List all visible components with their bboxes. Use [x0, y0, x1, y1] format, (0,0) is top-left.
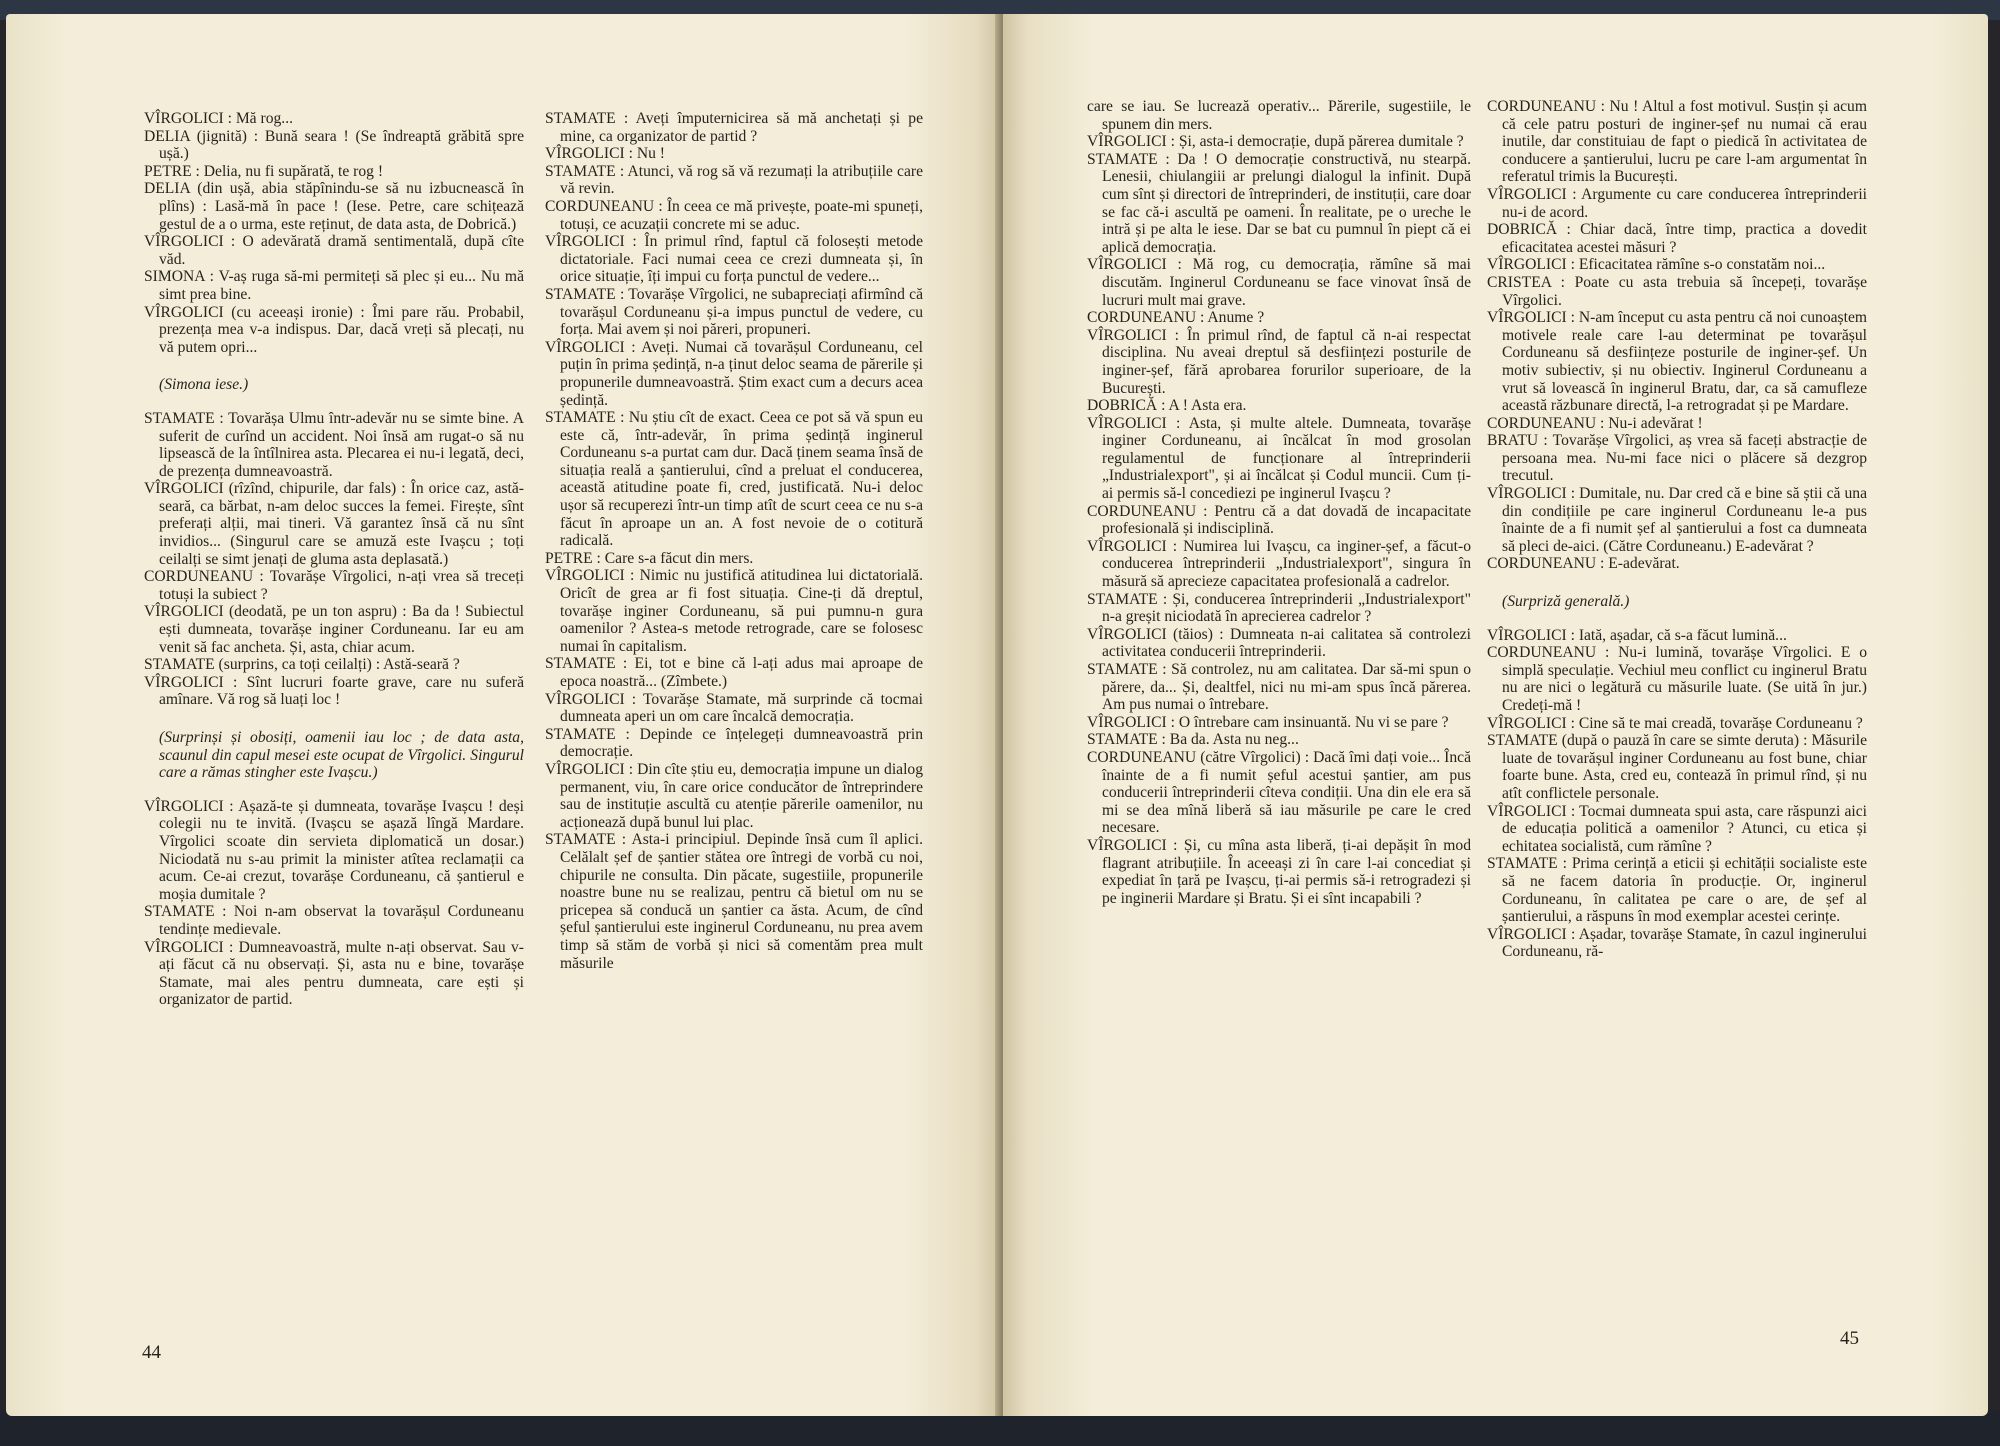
dialogue-paragraph: VÎRGOLICI : Mă rog... — [144, 110, 293, 127]
dialogue-paragraph: CORDUNEANU : Anume ? — [1087, 309, 1265, 327]
dialogue-paragraph: VÎRGOLICI : Sînt lucruri foarte grave, care nu suferă amînare. Vă rog să luați loc ! — [144, 673, 524, 709]
dialogue-paragraph: VÎRGOLICI (deodată, pe un ton aspru) : Ba da ! Subiectul ești dumneata, tovarășe inginer Corduneanu. Iar eu am venit să fac ancheta. Și, asta, chiar acum. — [144, 603, 524, 656]
dialogue-paragraph: STAMATE : Atunci, vă rog să vă rezumați la atribuțiile care vă revin. — [545, 162, 923, 198]
dialogue-paragraph: STAMATE : Nu știu cît de exact. Ceea ce pot să vă spun eu este că, într-adevăr, în prima ședință inginerul Corduneanu s-a purtat cam dur. Dacă ținem seama însă de situația reală a șantierului, cînd a preluat el conducerea, această atitudine poate fi, cred, justificată. Nu-i deloc ușor să recuperezi într-un timp atît de scurt ceea ce nu s-a făcut în aproape un an. A fost nevoie de o cotitură radicală. — [545, 409, 923, 550]
dialogue-paragraph: STAMATE : Ba da. Asta nu neg... — [1087, 731, 1299, 749]
dialogue-paragraph: VÎRGOLICI : Cine să te mai creadă, tovarășe Corduneanu ? — [1487, 714, 1863, 732]
dialogue-paragraph: VÎRGOLICI (tăios) : Dumneata n-ai calitatea să controlezi activitatea conducerii întreprinderii. — [1087, 625, 1471, 661]
dialogue-paragraph: CRISTEA : Poate cu asta trebuia să începeți, tovarășe Vîrgolici. — [1487, 273, 1867, 309]
dialogue-paragraph: STAMATE : Tovarășe Vîrgolici, ne subapreciați afirmînd că tovarășul Corduneanu și-a impus punctul de vedere, cu forța. Mai avem și noi păreri, propuneri. — [545, 285, 923, 339]
dialogue-paragraph: CORDUNEANU : Tovarășe Vîrgolici, n-ați vrea să treceți totuși la subiect ? — [144, 568, 524, 603]
dialogue-paragraph: STAMATE : Noi n-am observat la tovarășul Corduneanu tendințe medievale. — [144, 903, 524, 938]
right-column-1 — [1087, 98, 1471, 907]
dialogue-paragraph: VÎRGOLICI : Argumente cu care conducerea întreprinderii nu-i de acord. — [1487, 185, 1867, 221]
stage-direction: (Surprinși și obosiți, oamenii iau loc ; de data asta, scaunul din capul mesei este ocupat de Vîrgolici. Singurul care a rămas stingher este Ivașcu.) — [159, 729, 524, 782]
dialogue-paragraph: VÎRGOLICI (cu aceeași ironie) : Îmi pare rău. Probabil, prezența mea v-a indispus. Dar, dacă vreți să plecați, nu vă putem opri... — [144, 303, 524, 356]
stage-direction: (Simona iese.) — [159, 376, 249, 394]
dialogue-paragraph: VÎRGOLICI : Mă rog, cu democrația, rămîne să mai discutăm. Inginerul Corduneanu se face vinovat însă de lucruri mult mai grave. — [1087, 256, 1471, 309]
dialogue-paragraph: DELIA (din ușă, abia stăpînindu-se să nu izbucnească în plîns) : Lasă-mă în pace ! (Iese. Petre, care schițează gestul de a o urma, este reținut, de data asta, de Dobrică.) — [144, 180, 524, 233]
dialogue-paragraph: CORDUNEANU : Nu-i lumină, tovarășe Vîrgolici. E o simplă speculație. Vechiul meu conflict cu inginerul Bratu nu are nici o legătură cu măsurile luate. (Se uită în jur.) Credeți-mă ! — [1487, 644, 1867, 714]
dialogue-paragraph: STAMATE : Depinde ce înțelegeți dumneavoastră prin democrație. — [545, 725, 923, 761]
left-column-2 — [545, 110, 923, 972]
dialogue-paragraph: VÎRGOLICI : N-am început cu asta pentru că noi cunoaștem motivele reale care l-au determinat pe tovarășul Corduneanu să desființeze posturile de inginer-șef. Un motiv subiectiv, și nu obiectiv. Inginerul Corduneanu a vrut să lovească în inginerul Bratu, dar, ca să camufleze această răzbunare directă, l-a retrogradat și pe Mardare. — [1487, 309, 1867, 415]
dialogue-paragraph: VÎRGOLICI : Și, cu mîna asta liberă, ți-ai depășit în mod flagrant atribuțiile. În aceeași zi în care l-ai concediat și expediat în țară pe Ivașcu, ți-ai permis să-i retrogradezi și pe inginerii Mardare și Bratu. Și ei sînt incapabili ? — [1087, 836, 1471, 907]
dialogue-paragraph: VÎRGOLICI : Din cîte știu eu, democrația impune un dialog permanent, viu, în care orice conducător de întreprindere sau de instituție ascultă cu atenție părerile oamenilor, nu acționează după bunul lui plac. — [545, 760, 923, 831]
dialogue-paragraph: CORDUNEANU : E-adevărat. — [1487, 555, 1680, 573]
dialogue-paragraph: STAMATE (surprins, ca toți ceilalți) : Astă-seară ? — [144, 656, 460, 674]
dialogue-paragraph: VÎRGOLICI : Iată, așadar, că s-a făcut lumină... — [1487, 626, 1787, 644]
dialogue-paragraph: STAMATE : Prima cerință a eticii și echității socialiste este să ne facem datoria în producție. Or, inginerul Corduneanu, în calitatea pe care o are, de șef al șantierului, a răspuns în mod exemplar acestei cerințe. — [1487, 855, 1867, 926]
dialogue-paragraph: VÎRGOLICI : Nimic nu justifică atitudinea lui dictatorială. Oricît de grea ar fi fost situația. Cine-ți dă dreptul, tovarășe inginer Corduneanu, să pui pumnu-n gura oamenilor ? Astea-s metode retrograde, care se folosesc numai în capitalism. — [545, 567, 923, 655]
dialogue-paragraph: SIMONA : V-aș ruga să-mi permiteți să plec și eu... Nu mă simt prea bine. — [144, 268, 524, 303]
dialogue-paragraph: VÎRGOLICI (rîzînd, chipurile, dar fals) : În orice caz, astă-seară, ca bărbat, n-am deloc succes la femei. Firește, sînt preferați alții, mai tineri. Vă garantez însă că nu sînt invidios... (Singurul care se amuză este Ivașcu ; toți ceilalți se simt jenați de gluma asta deplasată.) — [144, 480, 524, 568]
dialogue-paragraph: STAMATE : Tovarășa Ulmu într-adevăr nu se simte bine. A suferit de curînd un accident. Noi însă am rugat-o să nu lipsească de la întîlnirea asta. Plecarea ei nu-i legată, deci, de prezența dumneavoastră. — [144, 409, 524, 480]
dialogue-paragraph: PETRE : Care s-a făcut din mers. — [545, 549, 754, 567]
dialogue-paragraph: CORDUNEANU : Nu ! Altul a fost motivul. Susțin și acum că cele patru posturi de inginer-șef nu numai că erau inutile, dar constituiau de fapt o piedică în activitatea de conducere a șantierului, lucru pe care l-am argumentat în referatul trimis la București. — [1487, 98, 1867, 186]
dialogue-paragraph: VÎRGOLICI : O întrebare cam insinuantă. Nu vi se pare ? — [1087, 713, 1449, 731]
dialogue-paragraph: STAMATE : Și, conducerea întreprinderii „Industrialexport" n-a greșit niciodată în aprecierea cadrelor ? — [1087, 590, 1471, 626]
page-number-right: 45 — [1840, 1328, 1859, 1349]
dialogue-paragraph: VÎRGOLICI : În primul rînd, de faptul că n-ai respectat disciplina. Nu aveai dreptul să desființezi posturile de inginer-șef, fără aprobarea forurilor superioare, de la București. — [1087, 326, 1471, 397]
stage-direction: (Surpriză generală.) — [1502, 593, 1630, 611]
dialogue-paragraph: BRATU : Tovarășe Vîrgolici, aș vrea să faceți abstracție de persoana mea. Nu-mi face nici o plăcere să dezgrop trecutul. — [1487, 432, 1867, 485]
dialogue-paragraph: STAMATE : Ei, tot e bine că l-ați adus mai aproape de epoca noastră... (Zîmbete.) — [545, 655, 923, 690]
dialogue-paragraph: CORDUNEANU : În ceea ce mă privește, poate-mi spuneți, totuși, ce acuzații concrete mi se aduc. — [545, 197, 923, 233]
dialogue-paragraph: STAMATE : Aveți împuternicirea să mă anchetați și pe mine, ca organizator de partid ? — [545, 110, 923, 145]
dialogue-paragraph: VÎRGOLICI : Tovarășe Stamate, mă surprinde că tocmai dumneata aperi un om care încalcă democrația. — [545, 690, 923, 726]
left-column-1 — [144, 110, 524, 1009]
dialogue-paragraph: VÎRGOLICI : Numirea lui Ivașcu, ca inginer-șef, a făcut-o conducerea întreprinderii „Industrialexport", singura în măsură să aprecieze capacitatea profesională a cadrelor. — [1087, 537, 1471, 591]
dialogue-paragraph: VÎRGOLICI : În primul rînd, faptul că folosești metode dictatoriale. Faci numai ceea ce crezi dumneata și, în orice situație, îți impui cu forța punctul de vedere... — [545, 233, 923, 286]
dialogue-paragraph: VÎRGOLICI : Așază-te și dumneata, tovarășe Ivașcu ! deși colegii nu te invită. (Ivașcu se așază lîngă Mardare. Vîrgolici scoate din servieta diplomatică un dosar.) Niciodată nu s-au primit la minister atîtea reclamații ca acum. Ce-ai crezut, tovarășe Corduneanu, că șantierul e moșia dumitale ? — [144, 797, 524, 903]
dialogue-paragraph: VÎRGOLICI : Aveți. Numai că tovarășul Corduneanu, cel puțin în prima ședință, n-a ținut deloc seama de părerile și propunerile dumneavoastră. Știm exact cum a decurs acea ședință. — [545, 338, 923, 409]
dialogue-paragraph: care se iau. Se lucrează operativ... Părerile, sugestiile, le spunem din mers. — [1087, 98, 1471, 133]
dialogue-paragraph: VÎRGOLICI : Asta, și multe altele. Dumneata, tovarășe inginer Corduneanu, ai încălcat în mod grosolan regulamentul de funcționare al întreprinderii „Industrialexport", și ai încălcat și Codul muncii. Cum ți-ai permis să-l concediezi pe inginerul Ivașcu ? — [1087, 414, 1471, 503]
page-number-left: 44 — [142, 1342, 161, 1363]
dialogue-paragraph: VÎRGOLICI : Nu ! — [545, 145, 665, 163]
dialogue-paragraph: VÎRGOLICI : Eficacitatea rămîne s-o constatăm noi... — [1487, 256, 1826, 274]
right-page — [1003, 14, 1988, 1416]
dialogue-paragraph: VÎRGOLICI : Dumneavoastră, multe n-ați observat. Sau v-ați făcut că nu observați. Și, asta nu e bine, tovarășe Stamate, mai ales pentru dumneata, care ești și organizator de partid. — [144, 938, 524, 1009]
dialogue-paragraph: STAMATE : Da ! O democrație constructivă, nu stearpă. Lenesii, chiulangiii ar prelungi dialogul la infinit. După cum sînt și directori de întreprinderi, de instituții, care doar se fac că-i ascultă pe oameni. În realitate, pe o ureche le intră și pe alta le iese. Dar se bat cu pumnul în piept că ei aplică democrația. — [1087, 150, 1471, 256]
right-column-2 — [1487, 98, 1867, 961]
dialogue-paragraph: PETRE : Delia, nu fi supărată, te rog ! — [144, 162, 384, 180]
dialogue-paragraph: CORDUNEANU : Nu-i adevărat ! — [1487, 414, 1703, 432]
dialogue-paragraph: STAMATE : Să controlez, nu am calitatea. Dar să-mi spun o părere, da... Și, dealtfel, nici nu mi-am spus încă părerea. Am pus numai o întrebare. — [1087, 661, 1471, 714]
dialogue-paragraph: VÎRGOLICI : Și, asta-i democrație, după părerea dumitale ? — [1087, 133, 1464, 151]
dialogue-paragraph: VÎRGOLICI : Dumitale, nu. Dar cred că e bine să știi că una din condițiile pe care inginerul Corduneanu le-a pus înainte de a fi numit șef al șantierului a fost ca dumneata să pleci de-aici. (Către Corduneanu.) E-adevărat ? — [1487, 485, 1867, 555]
dialogue-paragraph: DOBRICĂ : Chiar dacă, între timp, practica a dovedit eficacitatea acestei măsuri ? — [1487, 221, 1867, 256]
dialogue-paragraph: VÎRGOLICI : O adevărată dramă sentimentală, după cîte văd. — [144, 233, 524, 268]
dialogue-paragraph: CORDUNEANU : Pentru că a dat dovadă de incapacitate profesională și indisciplină. — [1087, 502, 1471, 538]
dialogue-paragraph: DELIA (jignită) : Bună seara ! (Se îndreaptă grăbită spre ușă.) — [144, 127, 524, 163]
dialogue-paragraph: DOBRICĂ : A ! Asta era. — [1087, 397, 1247, 415]
dialogue-paragraph: CORDUNEANU (către Vîrgolici) : Dacă îmi dați voie... Încă înainte de a fi numit șeful acestui șantier, am pus conducerii întreprinderii cîteva condiții. Una din ele era să mi se dea mînă liberă să iau măsurile pe care le cred necesare. — [1087, 748, 1471, 837]
dialogue-paragraph: VÎRGOLICI : Așadar, tovarășe Stamate, în cazul inginerului Corduneanu, ră- — [1487, 925, 1867, 961]
dialogue-paragraph: STAMATE : Asta-i principiul. Depinde însă cum îl aplici. Celălalt șef de șantier stătea ore întregi de vorbă cu noi, chipurile ne consulta. Din păcate, sugestiile, propunerile noastre bune nu se realizau, pentru că bietul om nu se pricepea să conducă un șantier ca ăsta. Acum, de cînd șeful șantierului este inginerul Corduneanu, nu prea avem timp să stăm de vorbă și nici să comentăm prea mult măsurile — [545, 831, 923, 972]
dialogue-paragraph: STAMATE (după o pauză în care se simte deruta) : Măsurile luate de tovarășul inginer Corduneanu au fost bune, chiar foarte bune. Asta, cred eu, contează în primul rînd, și nu atît conflictele personale. — [1487, 732, 1867, 802]
left-page — [6, 14, 1001, 1416]
dialogue-paragraph: VÎRGOLICI : Tocmai dumneata spui asta, care răspunzi aici de educația politică a oamenilor ? Atunci, cu etica și echitatea socialistă, cum rămîne ? — [1487, 802, 1867, 855]
